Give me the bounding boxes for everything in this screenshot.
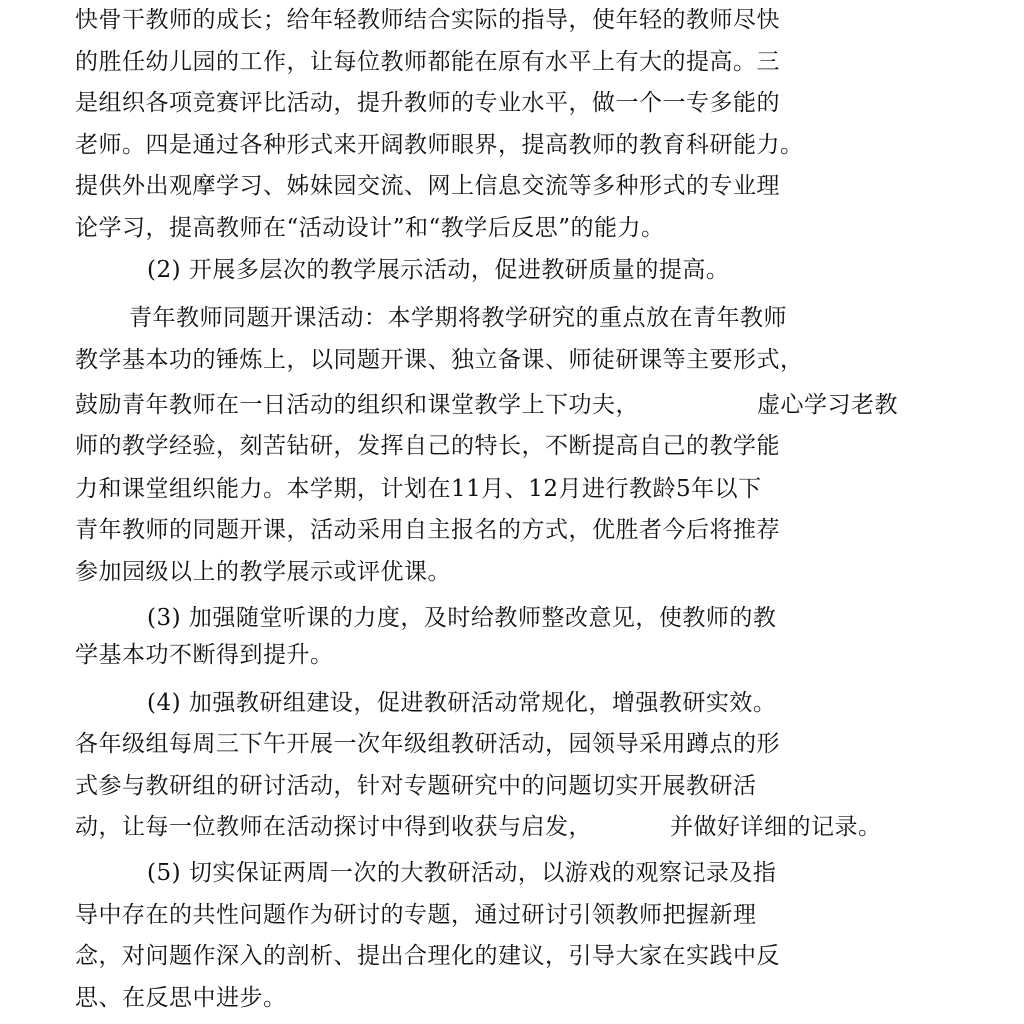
text-line: 参加园级以上的教学展示或评优课。 <box>75 559 451 585</box>
text-line: 学基本功不断得到提升。 <box>75 642 334 668</box>
section-heading-4: (4) 加强教研组建设，促进教研活动常规化，增强教研实效。 <box>147 690 777 716</box>
text-line <box>75 390 639 420</box>
text-line: 念，对问题作深入的剖析、提出合理化的建议，引导大家在实践中反 <box>75 943 780 969</box>
text-line: 快骨干教师的成长；给年轻教师结合实际的指导，使年轻的教师尽快 <box>75 7 780 33</box>
text-segment: 动，让每一位教师在活动探讨中得到收获与启发， <box>75 814 592 840</box>
text-segment: 并做好详细的记录。 <box>670 814 882 840</box>
section-heading-3: (3) 加强随堂听课的力度，及时给教师整改意见，使教师的教 <box>147 605 777 631</box>
text-line: 导中存在的共性问题作为研讨的专题，通过研讨引领教师把握新理 <box>75 902 757 928</box>
text-line: 提供外出观摩学习、姊妹园交流、网上信息交流等多种形式的专业理 <box>75 173 780 199</box>
text-line: 师的教学经验，刻苦钻研，发挥自己的特长，不断提高自己的教学能 <box>75 433 780 459</box>
paragraph-first-line: 青年教师同题开课活动：本学期将教学研究的重点放在青年教师 <box>129 305 787 331</box>
text-line: 的胜任幼儿园的工作，让每位教师都能在原有水平上有大的提高。三 <box>75 49 780 75</box>
text-line: 青年教师的同题开课，活动采用自主报名的方式，优胜者今后将推荐 <box>75 517 780 543</box>
text-segment: 虚心学习老教 <box>757 392 898 418</box>
text-line: 式参与教研组的研讨活动，针对专题研究中的问题切实开展教研活 <box>75 773 757 799</box>
text-line: 是组织各项竞赛评比活动，提升教师的专业水平，做一个一专多能的 <box>75 90 780 116</box>
text-line: 思、在反思中进步。 <box>75 985 287 1011</box>
section-heading-2: (2) 开展多层次的教学展示活动，促进教研质量的提高。 <box>147 257 730 283</box>
text-line: 论学习，提高教师在“活动设计”和“教学后反思”的能力。 <box>75 215 665 241</box>
section-heading-5: (5) 切实保证两周一次的大教研活动，以游戏的观察记录及指 <box>147 860 777 886</box>
text-line: 教学基本功的锤炼上，以同题开课、独立备课、师徒研课等主要形式， <box>75 347 804 373</box>
text-segment: 鼓励青年教师在一日活动的组织和课堂教学上下功夫， <box>75 392 639 418</box>
text-line: 老师。四是通过各种形式来开阔教师眼界，提高教师的教育科研能力。 <box>75 132 804 158</box>
text-line: 各年级组每周三下午开展一次年级组教研活动，园领导采用蹲点的形 <box>75 731 780 757</box>
text-line: 力和课堂组织能力。本学期，计划在11月、12月进行教龄5年以下 <box>75 476 762 502</box>
